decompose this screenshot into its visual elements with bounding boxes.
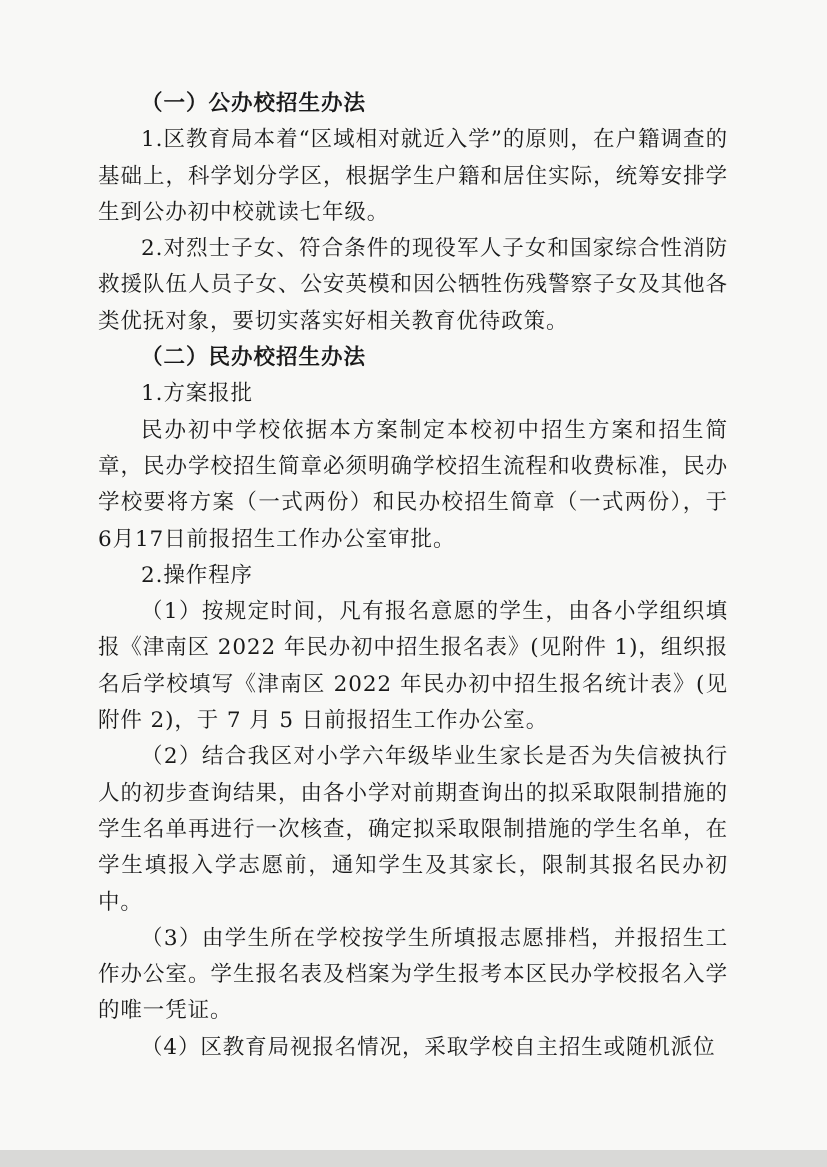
paragraph-procedure-1: （1）按规定时间，凡有报名意愿的学生，由各小学组织填报《津南区 2022 年民办初中招生报名表》(见附件 1)，组织报名后学校填写《津南区 2022 年民办初中招生报名统计表》(见附件 2)，于 7 月 5 日前报招生工作办公室。 (98, 599, 728, 734)
section-heading-public-schools: （一）公办校招生办法 (141, 91, 367, 116)
paragraph-procedure-3: （3）由学生所在学校按学生所填报志愿排档，并报招生工作办公室。学生报名表及档案为学生报考本区民办学校报名入学的唯一凭证。 (98, 925, 728, 1024)
subheading-procedure: 2.操作程序 (141, 562, 253, 588)
paragraph-plan-approval: 民办初中学校依据本方案制定本校初中招生方案和招生简章，民办学校招生简章必须明确学校招生流程和收费标准，民办学校要将方案（一式两份）和民办校招生简章（一式两份），于6月17日前报招生工作办公室审批。 (98, 417, 728, 552)
paragraph-public-1: 1.区教育局本着“区域相对就近入学”的原则，在户籍调查的基础上，科学划分学区，根据学生户籍和居住实际，统筹安排学生到公办初中校就读七年级。 (98, 127, 728, 225)
paragraph-procedure-2: （2）结合我区对小学六年级毕业生家长是否为失信被执行人的初步查询结果，由各小学对前期查询出的拟采取限制措施的学生名单再进行一次核查，确定拟采取限制措施的学生名单，在学生填报入学志愿前，通知学生及其家长，限制其报名民办初中。 (98, 744, 728, 915)
subheading-plan-approval: 1.方案报批 (141, 381, 253, 407)
scan-bottom-edge (0, 1150, 827, 1167)
section-heading-private-schools: （二）民办校招生办法 (141, 345, 367, 371)
paragraph-procedure-4: （4）区教育局视报名情况，采取学校自主招生或随机派位 (141, 1034, 716, 1060)
document-body (98, 86, 728, 1066)
paragraph-public-2: 2.对烈士子女、符合条件的现役军人子女和国家综合性消防救援队伍人员子女、公安英模和因公牺牲伤残警察子女及其他各类优抚对象，要切实落实好相关教育优待政策。 (98, 236, 728, 334)
